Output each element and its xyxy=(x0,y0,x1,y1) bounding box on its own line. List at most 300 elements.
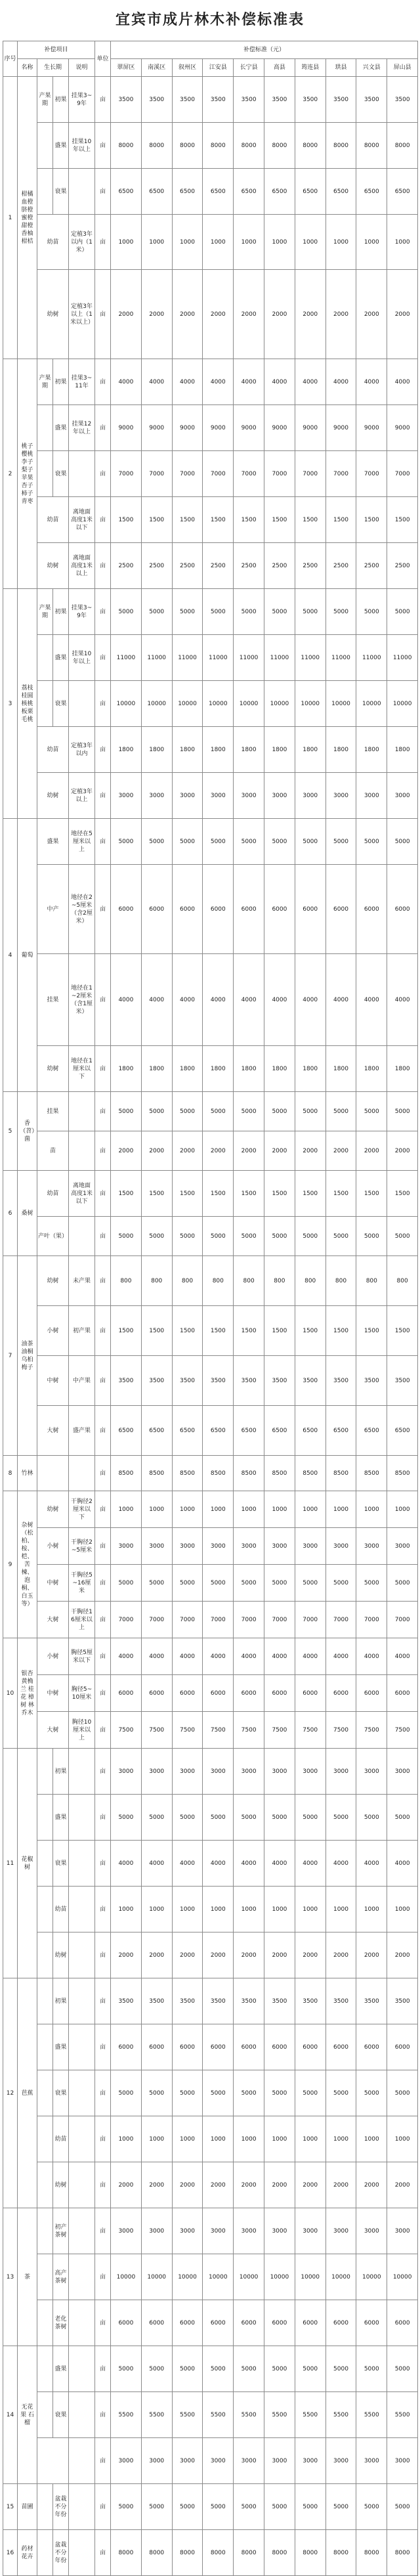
row-value: 10000 xyxy=(141,2254,172,2300)
row-seq: 9 xyxy=(3,1491,18,1638)
col-standard: 补偿标准（元） xyxy=(111,41,418,59)
col-region: 珙县 xyxy=(326,59,356,77)
row-value: 5000 xyxy=(234,1565,264,1602)
col-region: 筠连县 xyxy=(295,59,326,77)
row-value: 1800 xyxy=(172,1046,203,1092)
row-value: 3000 xyxy=(356,1749,387,1795)
row-value: 1000 xyxy=(295,1887,326,1932)
row-growth xyxy=(37,1456,69,1491)
row-growth: 挂果 xyxy=(37,1092,69,1131)
row-value: 5500 xyxy=(295,2392,326,2438)
row-value: 7000 xyxy=(295,1602,326,1638)
row-value: 3500 xyxy=(141,1356,172,1406)
row-growth-sub: 盆栽不分年份 xyxy=(53,2484,69,2530)
row-value: 6000 xyxy=(387,1675,418,1712)
row-desc: 定植3年以内 xyxy=(69,727,95,773)
row-value: 1500 xyxy=(295,1306,326,1356)
row-value: 11000 xyxy=(326,635,356,681)
row-growth-sub: 初果 xyxy=(53,359,69,405)
row-value: 9000 xyxy=(326,405,356,451)
row-desc: 胸径5厘米以下 xyxy=(69,1638,95,1675)
row-value: 3000 xyxy=(141,2438,172,2484)
row-value: 1800 xyxy=(264,727,295,773)
row-value: 1800 xyxy=(356,727,387,773)
row-unit: 亩 xyxy=(95,1406,111,1456)
row-growth: 盛果 xyxy=(37,819,69,865)
row-value: 4000 xyxy=(141,954,172,1046)
row-value: 11000 xyxy=(387,635,418,681)
row-growth: 大树 xyxy=(37,1406,69,1456)
row-value: 4000 xyxy=(141,359,172,405)
row-value: 4000 xyxy=(295,1638,326,1675)
row-value: 2000 xyxy=(295,1932,326,1978)
row-name: 竹林 xyxy=(18,1456,37,1491)
table-row xyxy=(3,2438,418,2484)
row-value: 3500 xyxy=(295,77,326,123)
row-desc: 地径在2~5厘米（含2厘米） xyxy=(69,865,95,954)
row-unit: 亩 xyxy=(95,2530,111,2576)
row-value: 3000 xyxy=(203,2208,234,2254)
row-value: 2000 xyxy=(264,270,295,359)
row-name: 香（苕）菌 xyxy=(18,1092,37,1171)
row-seq: 7 xyxy=(3,1256,18,1456)
row-value: 2000 xyxy=(203,1932,234,1978)
row-value: 3000 xyxy=(141,2208,172,2254)
row-value: 8000 xyxy=(141,2530,172,2576)
row-growth-blank xyxy=(37,1978,53,2024)
row-value: 3500 xyxy=(326,1356,356,1406)
row-value: 5000 xyxy=(264,2070,295,2116)
row-value: 11000 xyxy=(111,635,142,681)
row-value: 3500 xyxy=(387,77,418,123)
row-value: 10000 xyxy=(356,2254,387,2300)
row-name: 花椒树 xyxy=(18,1749,37,1978)
row-growth-blank xyxy=(37,1795,53,1841)
row-value: 5000 xyxy=(203,1092,234,1131)
row-desc: 地径在1~2厘米（含1厘米） xyxy=(69,954,95,1046)
row-growth: 幼树 xyxy=(37,773,69,819)
row-value: 5000 xyxy=(111,1795,142,1841)
row-name: 药材花卉 xyxy=(18,2530,37,2576)
row-value: 2000 xyxy=(326,270,356,359)
row-value: 2000 xyxy=(234,1131,264,1171)
row-value: 5000 xyxy=(141,589,172,635)
row-value: 2500 xyxy=(356,543,387,589)
row-growth-sub: 衰果 xyxy=(53,1841,69,1887)
row-seq: 11 xyxy=(3,1749,18,1978)
row-value: 10000 xyxy=(295,681,326,727)
row-value: 6000 xyxy=(141,2024,172,2070)
row-value: 6000 xyxy=(141,1675,172,1712)
col-region: 兴文县 xyxy=(356,59,387,77)
row-value: 2000 xyxy=(264,1932,295,1978)
row-growth: 幼树 xyxy=(37,543,69,589)
row-unit: 亩 xyxy=(95,1887,111,1932)
row-value: 2500 xyxy=(234,543,264,589)
row-value: 1500 xyxy=(111,1171,142,1217)
row-desc: 胸径10厘米以上 xyxy=(69,1712,95,1749)
row-desc: 干胸径2~5厘米 xyxy=(69,1528,95,1565)
row-growth-sub: 衰果 xyxy=(53,681,69,727)
row-desc: 离地面高度1米以上 xyxy=(69,543,95,589)
row-value: 7500 xyxy=(172,1712,203,1749)
row-seq: 13 xyxy=(3,2208,18,2346)
row-value: 3500 xyxy=(172,1978,203,2024)
col-region: 屏山县 xyxy=(387,59,418,77)
row-value: 4000 xyxy=(203,954,234,1046)
row-value: 1000 xyxy=(172,1887,203,1932)
row-name: 荔枝 桂圆 核桃 板栗 毛桃 xyxy=(18,589,37,819)
row-value: 5500 xyxy=(264,2392,295,2438)
row-value: 9000 xyxy=(234,405,264,451)
row-value: 5000 xyxy=(264,2346,295,2392)
row-value: 8500 xyxy=(141,1456,172,1491)
row-value: 4000 xyxy=(326,1638,356,1675)
row-unit: 亩 xyxy=(95,1171,111,1217)
row-value: 1000 xyxy=(234,2116,264,2162)
row-name: 茶 xyxy=(18,2208,37,2346)
row-desc xyxy=(69,2024,95,2070)
row-value: 6000 xyxy=(141,865,172,954)
row-growth-sub: 盛果 xyxy=(53,635,69,681)
row-value: 8500 xyxy=(264,1456,295,1491)
row-value: 5000 xyxy=(387,819,418,865)
row-value: 6000 xyxy=(295,2300,326,2346)
row-value: 8000 xyxy=(203,123,234,169)
row-value: 5500 xyxy=(234,2392,264,2438)
table-row xyxy=(3,543,418,589)
row-value: 3500 xyxy=(326,1978,356,2024)
row-value: 3500 xyxy=(111,77,142,123)
row-growth-blank xyxy=(37,1749,53,1795)
row-growth-blank xyxy=(37,169,53,215)
row-unit: 亩 xyxy=(95,1841,111,1887)
row-value: 3000 xyxy=(264,2208,295,2254)
row-value: 3000 xyxy=(326,1528,356,1565)
row-value: 3500 xyxy=(295,1978,326,2024)
table-row xyxy=(3,2254,418,2300)
row-desc xyxy=(69,681,95,727)
col-region: 长宁县 xyxy=(234,59,264,77)
row-value: 4000 xyxy=(111,1638,142,1675)
row-value: 4000 xyxy=(295,359,326,405)
row-value: 6500 xyxy=(356,1406,387,1456)
row-growth-sub: 幼苗 xyxy=(53,1887,69,1932)
row-value: 3000 xyxy=(264,1528,295,1565)
row-value: 6000 xyxy=(295,2024,326,2070)
row-value: 6000 xyxy=(172,2300,203,2346)
row-value: 8000 xyxy=(111,123,142,169)
row-growth: 产果期 xyxy=(37,359,53,405)
row-value: 3000 xyxy=(295,773,326,819)
row-value: 7500 xyxy=(356,1712,387,1749)
row-growth-sub: 盛果 xyxy=(53,2346,69,2392)
row-value: 8000 xyxy=(234,123,264,169)
row-value: 5000 xyxy=(172,2484,203,2530)
row-value: 4000 xyxy=(234,1841,264,1887)
row-value: 6000 xyxy=(387,2300,418,2346)
table-row xyxy=(3,2208,418,2254)
row-value: 1000 xyxy=(326,1887,356,1932)
row-seq: 1 xyxy=(3,77,18,359)
row-value: 6000 xyxy=(264,1675,295,1712)
row-growth: 中树 xyxy=(37,1565,69,1602)
row-value: 8500 xyxy=(295,1456,326,1491)
row-value: 3000 xyxy=(326,1749,356,1795)
row-desc xyxy=(69,1092,95,1131)
row-desc: 定植3年以内（1米） xyxy=(69,215,95,270)
row-growth-blank xyxy=(37,2530,53,2576)
row-value: 7000 xyxy=(111,451,142,497)
row-value: 5000 xyxy=(203,2484,234,2530)
row-value: 9000 xyxy=(203,405,234,451)
row-value: 6000 xyxy=(234,865,264,954)
row-value: 1000 xyxy=(356,1887,387,1932)
row-value: 6000 xyxy=(203,865,234,954)
row-value: 11000 xyxy=(264,635,295,681)
row-desc xyxy=(69,2484,95,2530)
row-growth-sub: 幼树 xyxy=(53,1932,69,1978)
header-row-1 xyxy=(3,41,418,59)
row-desc xyxy=(69,2346,95,2392)
row-value: 1000 xyxy=(203,215,234,270)
row-value: 10000 xyxy=(203,681,234,727)
row-value: 2000 xyxy=(203,2162,234,2208)
row-unit: 亩 xyxy=(95,543,111,589)
row-unit: 亩 xyxy=(95,497,111,543)
table-row xyxy=(3,1712,418,1749)
row-value: 1800 xyxy=(111,727,142,773)
table-row xyxy=(3,77,418,123)
row-value: 11000 xyxy=(295,635,326,681)
row-value: 9000 xyxy=(141,405,172,451)
table-row xyxy=(3,1749,418,1795)
row-value: 1000 xyxy=(172,1491,203,1528)
row-desc: 挂果10年以上 xyxy=(69,635,95,681)
row-value: 4000 xyxy=(111,359,142,405)
row-value: 5000 xyxy=(264,589,295,635)
row-value: 3500 xyxy=(111,1978,142,2024)
row-growth: 大树 xyxy=(37,1712,69,1749)
row-value: 3000 xyxy=(111,2208,142,2254)
row-value: 7500 xyxy=(234,1712,264,1749)
row-value: 3500 xyxy=(356,77,387,123)
row-growth: 小树 xyxy=(37,1638,69,1675)
row-unit: 亩 xyxy=(95,865,111,954)
row-value: 1000 xyxy=(234,1887,264,1932)
row-value: 3000 xyxy=(356,773,387,819)
row-value: 2000 xyxy=(203,1131,234,1171)
table-row xyxy=(3,451,418,497)
row-value: 800 xyxy=(356,1256,387,1306)
row-value: 5000 xyxy=(172,1795,203,1841)
row-value: 8000 xyxy=(172,2530,203,2576)
row-value: 2000 xyxy=(295,1131,326,1171)
row-value: 3000 xyxy=(295,2438,326,2484)
row-value: 5000 xyxy=(234,2484,264,2530)
row-value: 2000 xyxy=(141,2162,172,2208)
row-value: 8500 xyxy=(356,1456,387,1491)
row-value: 3000 xyxy=(387,773,418,819)
row-unit: 亩 xyxy=(95,1712,111,1749)
row-value: 3000 xyxy=(172,2208,203,2254)
row-value: 3500 xyxy=(264,1356,295,1406)
row-value: 8000 xyxy=(356,123,387,169)
row-value: 3000 xyxy=(326,2438,356,2484)
row-growth-blank xyxy=(37,451,53,497)
row-unit: 亩 xyxy=(95,589,111,635)
row-value: 3000 xyxy=(387,1749,418,1795)
table-row xyxy=(3,1356,418,1406)
row-value: 2500 xyxy=(295,543,326,589)
row-unit: 亩 xyxy=(95,1131,111,1171)
row-value: 8000 xyxy=(234,2530,264,2576)
row-value: 2000 xyxy=(387,1932,418,1978)
row-value: 1000 xyxy=(141,2116,172,2162)
table-row xyxy=(3,1795,418,1841)
row-value: 6000 xyxy=(387,865,418,954)
row-unit: 亩 xyxy=(95,1046,111,1092)
row-unit: 亩 xyxy=(95,1491,111,1528)
col-seq: 序号 xyxy=(3,41,18,77)
row-desc xyxy=(69,2116,95,2162)
row-value: 4000 xyxy=(234,1638,264,1675)
row-seq: 4 xyxy=(3,819,18,1092)
row-value: 7000 xyxy=(141,451,172,497)
row-value: 1500 xyxy=(111,1306,142,1356)
row-value: 1000 xyxy=(295,215,326,270)
row-seq: 6 xyxy=(3,1171,18,1256)
table-row xyxy=(3,2484,418,2530)
row-unit: 亩 xyxy=(95,1602,111,1638)
row-value: 2000 xyxy=(234,2162,264,2208)
row-seq: 16 xyxy=(3,2530,18,2576)
row-value: 8000 xyxy=(326,123,356,169)
row-growth-blank xyxy=(37,405,53,451)
table-row xyxy=(3,1131,418,1171)
row-value: 2000 xyxy=(356,270,387,359)
row-value: 10000 xyxy=(326,2254,356,2300)
row-value: 11000 xyxy=(234,635,264,681)
row-growth-sub: 盆栽不分年份 xyxy=(53,2530,69,2576)
row-value: 1000 xyxy=(356,2116,387,2162)
row-value: 2500 xyxy=(203,543,234,589)
row-desc: 干胸径5~16厘米 xyxy=(69,1565,95,1602)
row-value: 5000 xyxy=(356,1565,387,1602)
row-desc xyxy=(69,2438,95,2484)
row-desc xyxy=(69,169,95,215)
row-value: 1500 xyxy=(387,1171,418,1217)
row-value: 10000 xyxy=(264,681,295,727)
row-value: 1000 xyxy=(141,1887,172,1932)
row-value: 800 xyxy=(387,1256,418,1306)
row-value: 4000 xyxy=(295,1841,326,1887)
row-value: 3500 xyxy=(234,1978,264,2024)
row-value: 4000 xyxy=(111,1841,142,1887)
row-value: 1000 xyxy=(234,215,264,270)
row-unit: 亩 xyxy=(95,1638,111,1675)
row-value: 4000 xyxy=(264,1841,295,1887)
row-value: 5000 xyxy=(387,2346,418,2392)
row-unit: 亩 xyxy=(95,1978,111,2024)
row-value: 7000 xyxy=(295,451,326,497)
row-value: 5000 xyxy=(203,1795,234,1841)
row-growth-sub: 衰果 xyxy=(53,451,69,497)
row-value: 1500 xyxy=(264,497,295,543)
row-growth-blank xyxy=(37,2254,53,2300)
row-value: 5000 xyxy=(295,1795,326,1841)
table-row xyxy=(3,1565,418,1602)
table-row xyxy=(3,2392,418,2438)
row-value: 6500 xyxy=(295,169,326,215)
row-value: 6000 xyxy=(356,2024,387,2070)
row-value: 4000 xyxy=(387,954,418,1046)
row-growth-sub: 衰果 xyxy=(53,2392,69,2438)
row-value: 4000 xyxy=(234,954,264,1046)
row-growth-blank xyxy=(37,2162,53,2208)
row-value: 5000 xyxy=(111,819,142,865)
row-value: 5000 xyxy=(172,819,203,865)
table-row xyxy=(3,2346,418,2392)
row-desc xyxy=(69,451,95,497)
row-name: 葡萄 xyxy=(18,819,37,1092)
row-value: 1500 xyxy=(326,1171,356,1217)
row-value: 1500 xyxy=(264,1306,295,1356)
row-value: 5000 xyxy=(295,2484,326,2530)
row-growth-blank xyxy=(37,2484,53,2530)
row-name: 银杏 黄桷兰 桂花 樟树 林乔木 xyxy=(18,1638,37,1749)
row-value: 4000 xyxy=(264,1638,295,1675)
row-desc xyxy=(69,1841,95,1887)
row-value: 5000 xyxy=(326,1795,356,1841)
row-value: 4000 xyxy=(387,1841,418,1887)
row-value: 6000 xyxy=(356,1675,387,1712)
row-value: 7000 xyxy=(234,1602,264,1638)
row-value: 2000 xyxy=(234,270,264,359)
row-growth-blank xyxy=(37,635,53,681)
row-value: 9000 xyxy=(295,405,326,451)
row-value: 2000 xyxy=(326,1131,356,1171)
row-value: 5000 xyxy=(264,1795,295,1841)
row-value: 800 xyxy=(295,1256,326,1306)
row-value: 3000 xyxy=(356,2208,387,2254)
row-value: 7000 xyxy=(111,1602,142,1638)
row-value: 6000 xyxy=(326,2300,356,2346)
row-value: 5000 xyxy=(326,2346,356,2392)
row-value: 1500 xyxy=(141,1171,172,1217)
row-value: 1000 xyxy=(203,1491,234,1528)
row-value: 5000 xyxy=(203,2070,234,2116)
row-value: 800 xyxy=(111,1256,142,1306)
row-desc: 地径在1厘米以下 xyxy=(69,1046,95,1092)
row-value: 10000 xyxy=(387,681,418,727)
table-row xyxy=(3,681,418,727)
row-value: 5000 xyxy=(295,1217,326,1256)
row-value: 6000 xyxy=(295,865,326,954)
row-value: 5500 xyxy=(203,2392,234,2438)
row-value: 5000 xyxy=(264,2484,295,2530)
row-value: 2500 xyxy=(172,543,203,589)
row-value: 4000 xyxy=(141,1841,172,1887)
row-value: 4000 xyxy=(295,954,326,1046)
col-name: 名称 xyxy=(18,59,37,77)
row-value: 3000 xyxy=(326,773,356,819)
row-value: 10000 xyxy=(172,2254,203,2300)
row-value: 8000 xyxy=(387,2530,418,2576)
row-unit: 亩 xyxy=(95,2484,111,2530)
row-value: 5000 xyxy=(295,2070,326,2116)
row-value: 2000 xyxy=(111,1131,142,1171)
